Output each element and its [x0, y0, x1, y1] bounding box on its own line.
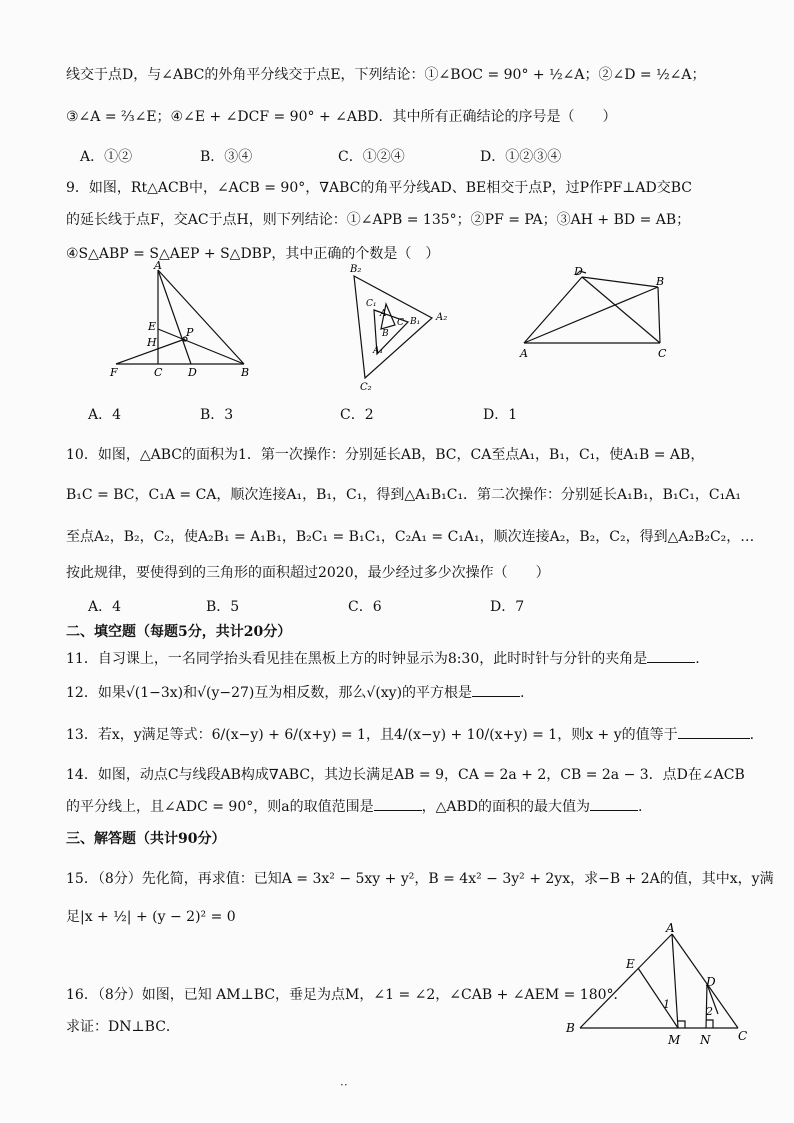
fig10-label-b1: B₁ — [410, 317, 421, 327]
fig10-label-b2: B₂ — [350, 264, 362, 275]
q8-option-d: D．①②③④ — [480, 149, 562, 165]
q9-line3: ④S△ABP = S△AEP + S△DBP，其中正确的个数是（ ） — [66, 246, 440, 262]
fig10-label-c: C — [397, 318, 404, 328]
q10-figure — [340, 262, 460, 392]
q8-option-c: C．①②④ — [338, 149, 405, 165]
q14-answer-blank-2[interactable] — [590, 798, 638, 811]
q11-answer-blank[interactable] — [647, 650, 695, 663]
q11-text: 11．自习课上，一名同学抬头看见挂在黑板上方的时钟显示为8:30，此时时针与分针的夹角是 — [66, 651, 648, 667]
q9-line2: 的延长线于点F，交AC于点H，则下列结论：①∠APB = 135°；②PF = PA；③AH + BD = AB； — [66, 212, 691, 228]
q8-option-a: A．①② — [80, 149, 133, 165]
fig9-label-a: A — [154, 259, 162, 272]
fig16-label-m: M — [668, 1033, 681, 1047]
fig16-label-a: A — [666, 921, 675, 935]
q12: 12．如果√(1−3x)和√(y−27)互为相反数，那么√(xy)的平方根是 . — [66, 685, 525, 701]
q9-figure — [110, 260, 270, 380]
fig9-label-e: E — [148, 320, 157, 333]
q8-line2: ③∠A = ⅔∠E；④∠E + ∠DCF = 90° + ∠ABD．其中所有正确结论的序号是（ ） — [66, 109, 617, 125]
fig10-label-b: B — [382, 329, 389, 339]
q14-line1: 14．如图，动点C与线段AB构成∇ABC，其边长满足AB = 9，CA = 2a + 2，CB = 2a − 3．点D在∠ACB — [66, 767, 745, 783]
section-fill-blank-heading: 二、填空题（每题5分，共计20分） — [66, 624, 292, 640]
fig14-label-a: A — [520, 347, 528, 360]
fig16-label-e: E — [626, 957, 635, 971]
q13: 13．若x，y满足等式：6/(x−y) + 6/(x+y) = 1，且4/(x−y) + 10/(x+y) = 1，则x + y的值等于 . — [66, 727, 755, 743]
q14-text-a: 的平分线上，且∠ADC = 90°，则a的取值范围是 — [66, 799, 374, 815]
fig16-label-n: N — [700, 1033, 711, 1047]
fig9-label-c: C — [154, 366, 163, 379]
fig10-label-c1: C₁ — [366, 299, 377, 309]
q15-line1: 15．（8分）先化简，再求值：已知A = 3x² − 5xy + y²，B = 4x² − 3y² + 2yx，求−B + 2A的值，其中x，y满 — [66, 871, 774, 887]
q16-figure — [566, 922, 750, 1048]
fig9-label-b: B — [241, 366, 250, 379]
fig9-label-d: D — [188, 366, 197, 379]
fig10-label-a1: A₁ — [373, 346, 384, 356]
q9-option-c: C．2 — [340, 407, 374, 423]
q10-option-b: B．5 — [206, 599, 240, 615]
section-solve-heading: 三、解答题（共计90分） — [66, 831, 226, 847]
q10-line1: 10．如图，△ABC的面积为1．第一次操作：分别延长AB，BC，CA至点A₁，B₁，C₁，使A₁B = AB， — [66, 447, 705, 463]
fig9-label-h: H — [147, 336, 157, 349]
q9-option-d: D．1 — [483, 407, 518, 423]
q15-line2: 足|x + ½| + (y − 2)² = 0 — [66, 909, 236, 925]
q9-line1: 9．如图，Rt△ACB中，∠ACB = 90°，∇ABC的角平分线AD、BE相交于点P，过P作PF⊥AD交BC — [66, 180, 692, 196]
q14-figure — [520, 265, 680, 365]
fig16-label-c: C — [738, 1029, 748, 1043]
q9-option-a: A．4 — [88, 407, 122, 423]
q9-option-b: B．3 — [200, 407, 234, 423]
q10-option-a: A．4 — [88, 599, 122, 615]
q11: 11．自习课上，一名同学抬头看见挂在黑板上方的时钟显示为8:30，此时时针与分针的夹角是 . — [66, 651, 700, 667]
q16-line2: 求证：DN⊥BC． — [66, 1019, 180, 1035]
q10-line4: 按此规律，要使得到的三角形的面积超过2020，最少经过多少次操作（ ） — [66, 565, 550, 581]
q12-answer-blank[interactable] — [472, 684, 520, 697]
fig9-label-f: F — [110, 366, 118, 379]
q10-line3: 至点A₂，B₂，C₂，使A₂B₁ = A₁B₁，B₂C₁ = B₁C₁，C₂A₁ = C₁A₁，顺次连接A₂，B₂，C₂，得到△A₂B₂C₂，… — [66, 529, 755, 545]
fig14-label-c: C — [658, 347, 667, 360]
q16-line1: 16．（8分）如图，已知 AM⊥BC，垂足为点M，∠1 = ∠2，∠CAB + ∠AEM = 180°． — [66, 987, 628, 1003]
fig16-angle-2: 2 — [706, 1005, 713, 1018]
fig10-label-c2: C₂ — [360, 382, 372, 393]
q14-text-b: ，△ABD的面积的最大值为 — [421, 799, 590, 815]
q8-line1: 线交于点D，与∠ABC的外角平分线交于点E，下列结论：①∠BOC = 90° + ½∠A；②∠D = ½∠A； — [66, 67, 706, 83]
fig14-label-b: B — [656, 275, 665, 288]
q13-text: 13．若x，y满足等式：6/(x−y) + 6/(x+y) = 1，且4/(x−y) + 10/(x+y) = 1，则x + y的值等于 — [66, 727, 678, 743]
q10-line2: B₁C = BC，C₁A = CA，顺次连接A₁，B₁，C₁，得到△A₁B₁C₁．第二次操作：分别延长A₁B₁，B₁C₁，C₁A₁ — [66, 487, 741, 503]
fig14-label-d: D — [574, 265, 583, 278]
fig16-label-d: D — [706, 975, 716, 989]
fig16-angle-1: 1 — [663, 998, 670, 1011]
page-footer-mark: ·· — [340, 1078, 348, 1092]
q14-line2: 的平分线上，且∠ADC = 90°，则a的取值范围是 ，△ABD的面积的最大值为 . — [66, 799, 643, 815]
fig9-label-p: P — [186, 326, 194, 339]
fig10-label-a: A — [380, 309, 387, 319]
q10-option-d: D．7 — [490, 599, 525, 615]
q8-option-b: B．③④ — [200, 149, 253, 165]
fig10-label-a2: A₂ — [436, 312, 448, 323]
fig16-label-b: B — [566, 1021, 575, 1035]
q13-answer-blank[interactable] — [678, 726, 750, 739]
q10-option-c: C．6 — [348, 599, 382, 615]
q14-answer-blank-1[interactable] — [374, 798, 422, 811]
q12-text: 12．如果√(1−3x)和√(y−27)互为相反数，那么√(xy)的平方根是 — [66, 685, 473, 701]
